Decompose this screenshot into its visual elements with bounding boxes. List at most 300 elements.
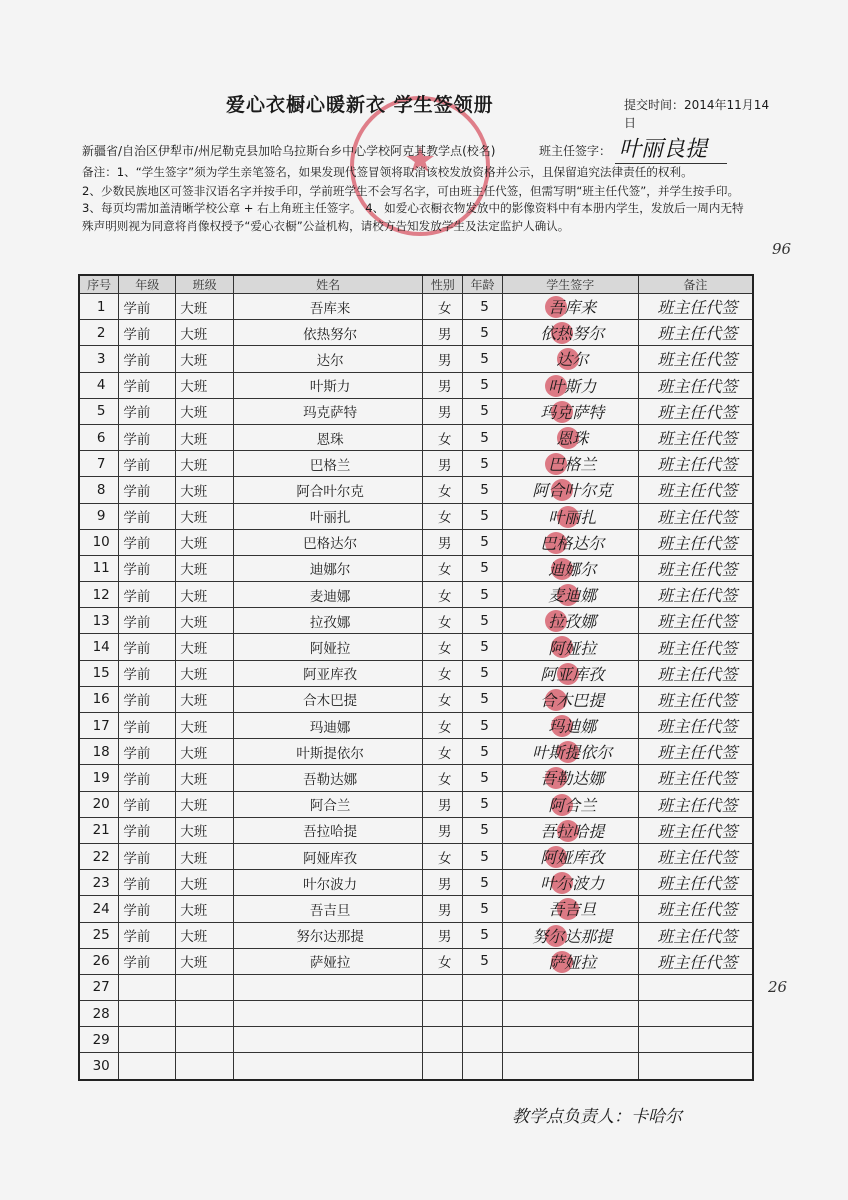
table-row [79, 791, 753, 817]
row-age: 5 [463, 529, 503, 555]
row-number: 7 [79, 451, 119, 477]
row-class: 大班 [176, 739, 234, 765]
table-row [79, 948, 753, 974]
row-grade: 学前 [119, 713, 176, 739]
row-class: 大班 [176, 870, 234, 896]
row-number: 23 [79, 870, 119, 896]
row-grade: 学前 [119, 660, 176, 686]
row-class: 大班 [176, 294, 234, 320]
table-row [79, 477, 753, 503]
row-remark: 班主任代签 [638, 686, 753, 712]
signature-text: 叶丽扎 [548, 507, 597, 527]
signature-text: 巴格兰 [548, 455, 597, 475]
row-class [176, 1053, 234, 1080]
row-age [463, 974, 503, 1000]
row-gender: 女 [423, 608, 463, 634]
row-student-signature [502, 1027, 638, 1053]
row-student-signature [502, 974, 638, 1000]
row-gender: 女 [423, 634, 463, 660]
row-grade: 学前 [119, 320, 176, 346]
table-row [79, 555, 753, 581]
row-student-signature [502, 791, 638, 817]
row-student-name: 吾库来 [234, 294, 423, 320]
row-remark: 班主任代签 [638, 424, 753, 450]
table-row [79, 529, 753, 555]
row-number: 19 [79, 765, 119, 791]
row-number: 27 [79, 974, 119, 1000]
row-gender: 男 [423, 398, 463, 424]
row-grade: 学前 [119, 634, 176, 660]
row-gender: 女 [423, 686, 463, 712]
row-student-name [234, 1053, 423, 1080]
table-header-row [79, 275, 753, 294]
row-number: 26 [79, 948, 119, 974]
row-grade: 学前 [119, 870, 176, 896]
row-student-name: 恩珠 [234, 424, 423, 450]
row-number: 21 [79, 817, 119, 843]
row-gender: 男 [423, 451, 463, 477]
row-grade: 学前 [119, 817, 176, 843]
row-age [463, 1001, 503, 1027]
row-remark [638, 974, 753, 1000]
signature-text: 迪娜尔 [548, 559, 597, 579]
row-remark: 班主任代签 [638, 660, 753, 686]
row-grade: 学前 [119, 608, 176, 634]
row-class [176, 974, 234, 1000]
row-class: 大班 [176, 791, 234, 817]
row-remark: 班主任代签 [638, 922, 753, 948]
row-number: 12 [79, 582, 119, 608]
table-row [79, 294, 753, 320]
row-gender: 男 [423, 896, 463, 922]
table-row [79, 660, 753, 686]
row-gender: 男 [423, 817, 463, 843]
row-age: 5 [463, 713, 503, 739]
row-grade: 学前 [119, 451, 176, 477]
row-remark: 班主任代签 [638, 372, 753, 398]
row-student-name [234, 1027, 423, 1053]
row-age: 5 [463, 817, 503, 843]
row-remark: 班主任代签 [638, 791, 753, 817]
row-number: 30 [79, 1053, 119, 1080]
row-remark: 班主任代签 [638, 765, 753, 791]
row-grade [119, 1053, 176, 1080]
table-row [79, 1001, 753, 1027]
row-grade: 学前 [119, 765, 176, 791]
row-student-name: 萨娅拉 [234, 948, 423, 974]
table-row [79, 582, 753, 608]
row-gender: 女 [423, 503, 463, 529]
row-student-name [234, 974, 423, 1000]
row-student-signature [502, 477, 638, 503]
row-gender: 女 [423, 843, 463, 869]
row-number: 3 [79, 346, 119, 372]
row-number: 10 [79, 529, 119, 555]
row-gender: 女 [423, 713, 463, 739]
row-grade: 学前 [119, 294, 176, 320]
row-remark: 班主任代签 [638, 555, 753, 581]
row-student-signature [502, 1001, 638, 1027]
row-class: 大班 [176, 503, 234, 529]
row-student-name: 合木巴提 [234, 686, 423, 712]
row-student-name: 叶丽扎 [234, 503, 423, 529]
col-header-name: 姓名 [234, 275, 423, 294]
row-number: 2 [79, 320, 119, 346]
table-row [79, 713, 753, 739]
row-age [463, 1027, 503, 1053]
row-class: 大班 [176, 634, 234, 660]
row-age: 5 [463, 660, 503, 686]
col-header-class: 班级 [176, 275, 234, 294]
row-student-name: 达尔 [234, 346, 423, 372]
row-class: 大班 [176, 922, 234, 948]
row-age: 5 [463, 372, 503, 398]
row-remark: 班主任代签 [638, 634, 753, 660]
row-number: 20 [79, 791, 119, 817]
margin-note-top: 96 [772, 240, 792, 258]
row-remark: 班主任代签 [638, 582, 753, 608]
row-remark: 班主任代签 [638, 608, 753, 634]
row-student-name: 巴格达尔 [234, 529, 423, 555]
row-grade [119, 1001, 176, 1027]
row-class: 大班 [176, 346, 234, 372]
row-remark: 班主任代签 [638, 294, 753, 320]
row-class: 大班 [176, 529, 234, 555]
row-student-name: 阿娅库孜 [234, 843, 423, 869]
row-class: 大班 [176, 424, 234, 450]
table-row [79, 739, 753, 765]
row-gender: 男 [423, 922, 463, 948]
row-student-name: 吾勒达娜 [234, 765, 423, 791]
row-age: 5 [463, 922, 503, 948]
row-student-signature [502, 817, 638, 843]
row-age: 5 [463, 451, 503, 477]
row-remark: 班主任代签 [638, 451, 753, 477]
table-row [79, 686, 753, 712]
row-class: 大班 [176, 320, 234, 346]
page-title: 爱心衣橱心暖新衣 学生签领册 [226, 94, 494, 116]
row-student-signature [502, 922, 638, 948]
row-number: 11 [79, 555, 119, 581]
row-student-name: 阿亚库孜 [234, 660, 423, 686]
row-student-name: 阿合兰 [234, 791, 423, 817]
row-student-name: 叶斯提依尔 [234, 739, 423, 765]
row-grade: 学前 [119, 582, 176, 608]
row-class: 大班 [176, 582, 234, 608]
row-student-name: 巴格兰 [234, 451, 423, 477]
col-header-gender: 性别 [423, 275, 463, 294]
row-remark: 班主任代签 [638, 503, 753, 529]
row-student-signature [502, 713, 638, 739]
signature-text: 叶斯力 [548, 376, 597, 396]
row-student-signature [502, 686, 638, 712]
row-number: 4 [79, 372, 119, 398]
row-class: 大班 [176, 608, 234, 634]
row-student-name: 玛克萨特 [234, 398, 423, 424]
row-number: 5 [79, 398, 119, 424]
table-row [79, 451, 753, 477]
row-number: 17 [79, 713, 119, 739]
row-class: 大班 [176, 555, 234, 581]
row-gender [423, 1001, 463, 1027]
signature-text: 吾库来 [548, 298, 597, 318]
table-row [79, 974, 753, 1000]
table-row [79, 1053, 753, 1080]
row-gender: 女 [423, 660, 463, 686]
row-grade: 学前 [119, 346, 176, 372]
row-student-signature [502, 555, 638, 581]
row-age: 5 [463, 503, 503, 529]
row-remark [638, 1053, 753, 1080]
row-remark: 班主任代签 [638, 346, 753, 372]
row-student-name: 依热努尔 [234, 320, 423, 346]
signature-text: 吾勒达娜 [540, 769, 605, 789]
row-age: 5 [463, 320, 503, 346]
signature-text: 吾吉旦 [548, 900, 597, 920]
responsible-signature: 教学点负责人：卡哈尔 [512, 1107, 682, 1127]
row-class: 大班 [176, 843, 234, 869]
row-remark: 班主任代签 [638, 896, 753, 922]
row-age: 5 [463, 843, 503, 869]
row-age: 5 [463, 346, 503, 372]
table-row [79, 922, 753, 948]
table-row [79, 843, 753, 869]
row-student-signature [502, 582, 638, 608]
row-number: 9 [79, 503, 119, 529]
row-grade: 学前 [119, 948, 176, 974]
row-student-name: 叶尔波力 [234, 870, 423, 896]
row-gender: 女 [423, 555, 463, 581]
row-student-signature [502, 870, 638, 896]
table-row [79, 870, 753, 896]
row-number: 29 [79, 1027, 119, 1053]
signature-text: 玛克萨特 [540, 402, 605, 422]
row-grade: 学前 [119, 555, 176, 581]
table-row [79, 896, 753, 922]
row-student-signature [502, 503, 638, 529]
signature-text: 阿娅库孜 [540, 848, 605, 868]
col-header-num: 序号 [79, 275, 119, 294]
signature-text: 巴格达尔 [540, 533, 605, 553]
teacher-sign-label: 班主任签字： [539, 144, 612, 158]
row-student-signature [502, 634, 638, 660]
row-grade: 学前 [119, 686, 176, 712]
signature-text: 阿合叶尔克 [532, 481, 613, 501]
row-remark: 班主任代签 [638, 948, 753, 974]
row-student-signature [502, 896, 638, 922]
row-remark: 班主任代签 [638, 398, 753, 424]
row-class: 大班 [176, 713, 234, 739]
row-number: 16 [79, 686, 119, 712]
row-number: 14 [79, 634, 119, 660]
row-class: 大班 [176, 765, 234, 791]
margin-note-bottom: 26 [768, 978, 788, 996]
row-remark: 班主任代签 [638, 739, 753, 765]
table-row [79, 320, 753, 346]
table-row [79, 372, 753, 398]
signature-text: 合木巴提 [540, 690, 605, 710]
row-gender: 男 [423, 320, 463, 346]
row-student-name: 吾吉旦 [234, 896, 423, 922]
row-age: 5 [463, 870, 503, 896]
row-student-signature [502, 1053, 638, 1080]
row-age: 5 [463, 294, 503, 320]
row-student-signature [502, 424, 638, 450]
row-grade [119, 1027, 176, 1053]
table-row [79, 503, 753, 529]
row-student-signature [502, 294, 638, 320]
table-row [79, 817, 753, 843]
row-student-signature [502, 765, 638, 791]
row-gender: 男 [423, 529, 463, 555]
row-student-name: 阿合叶尔克 [234, 477, 423, 503]
row-age: 5 [463, 896, 503, 922]
row-student-signature [502, 529, 638, 555]
row-class: 大班 [176, 398, 234, 424]
note-paragraph: 备注：1、“学生签字”须为学生亲笔签名，如果发现代签冒领将取消该校发放资格并公示，且保留追究法律责任的权利。 [82, 165, 693, 179]
row-remark [638, 1001, 753, 1027]
row-student-signature [502, 608, 638, 634]
signature-text: 叶尔波力 [540, 874, 605, 894]
table-row [79, 424, 753, 450]
signature-text: 叶斯提依尔 [532, 743, 613, 763]
row-number: 18 [79, 739, 119, 765]
row-age: 5 [463, 791, 503, 817]
row-gender: 男 [423, 346, 463, 372]
table-row [79, 346, 753, 372]
signature-text: 达尔 [556, 350, 589, 370]
signature-text: 阿合兰 [548, 795, 597, 815]
row-number: 24 [79, 896, 119, 922]
row-age: 5 [463, 608, 503, 634]
row-remark: 班主任代签 [638, 320, 753, 346]
submit-time: 提交时间：2014年11月14日 [624, 98, 770, 130]
col-header-age: 年龄 [463, 275, 503, 294]
row-grade: 学前 [119, 922, 176, 948]
row-class: 大班 [176, 477, 234, 503]
row-student-name: 玛迪娜 [234, 713, 423, 739]
table-row [79, 398, 753, 424]
signature-text: 努尔达那提 [532, 926, 613, 946]
row-student-name: 麦迪娜 [234, 582, 423, 608]
row-student-name: 拉孜娜 [234, 608, 423, 634]
signature-text: 吾拉哈提 [540, 821, 605, 841]
row-class: 大班 [176, 451, 234, 477]
row-grade: 学前 [119, 503, 176, 529]
row-age: 5 [463, 739, 503, 765]
row-number: 28 [79, 1001, 119, 1027]
col-header-signature: 学生签字 [502, 275, 638, 294]
row-gender: 女 [423, 294, 463, 320]
row-grade: 学前 [119, 739, 176, 765]
row-student-signature [502, 346, 638, 372]
row-grade: 学前 [119, 529, 176, 555]
row-remark [638, 1027, 753, 1053]
row-student-signature [502, 739, 638, 765]
row-gender: 男 [423, 791, 463, 817]
row-number: 1 [79, 294, 119, 320]
row-gender: 女 [423, 424, 463, 450]
table-row [79, 634, 753, 660]
row-student-signature [502, 948, 638, 974]
row-gender: 女 [423, 948, 463, 974]
row-student-name: 努尔达那提 [234, 922, 423, 948]
col-header-grade: 年级 [119, 275, 176, 294]
row-class [176, 1001, 234, 1027]
row-gender: 男 [423, 372, 463, 398]
row-student-signature [502, 372, 638, 398]
row-student-signature [502, 320, 638, 346]
col-header-remark: 备注 [638, 275, 753, 294]
row-grade: 学前 [119, 791, 176, 817]
row-class: 大班 [176, 660, 234, 686]
signature-text: 麦迪娜 [548, 586, 597, 606]
row-gender: 女 [423, 765, 463, 791]
row-grade: 学前 [119, 843, 176, 869]
signature-text: 阿亚库孜 [540, 664, 605, 684]
row-remark: 班主任代签 [638, 843, 753, 869]
row-class: 大班 [176, 948, 234, 974]
row-remark: 班主任代签 [638, 870, 753, 896]
row-student-signature [502, 451, 638, 477]
row-grade: 学前 [119, 896, 176, 922]
teacher-signature: 叶丽良提 [615, 132, 727, 164]
row-gender: 女 [423, 582, 463, 608]
row-gender [423, 974, 463, 1000]
row-class: 大班 [176, 896, 234, 922]
signature-text: 阿娅拉 [548, 638, 597, 658]
row-age: 5 [463, 477, 503, 503]
row-age: 5 [463, 765, 503, 791]
school-name: 新疆省/自治区伊犁市/州尼勒克县加哈乌拉斯台乡中心学校阿克其教学点(校名) [82, 144, 496, 158]
row-grade [119, 974, 176, 1000]
row-age: 5 [463, 582, 503, 608]
signature-text: 依热努尔 [540, 324, 605, 344]
row-remark: 班主任代签 [638, 529, 753, 555]
signature-text: 萨娅拉 [548, 952, 597, 972]
row-remark: 班主任代签 [638, 817, 753, 843]
table-row [79, 765, 753, 791]
row-grade: 学前 [119, 372, 176, 398]
row-gender: 女 [423, 477, 463, 503]
note-paragraph: 2、少数民族地区可签非汉语名字并按手印，学前班学生不会写名字，可由班主任代签，但需写明“班主任代签”，并学生按手印。 3、每页均需加盖清晰学校公章 + 右上角班主任签字。 4、如爱心衣橱衣物发放中的影像资料中有本册内学生，发放后一周内无特殊声明则视为同意将肖像权授予“爱心衣橱”公益机构，请校方告知发放学生及法定监护人确认。 [82, 183, 744, 233]
row-age: 5 [463, 948, 503, 974]
row-gender [423, 1053, 463, 1080]
table-row [79, 608, 753, 634]
row-student-name: 迪娜尔 [234, 555, 423, 581]
row-class: 大班 [176, 817, 234, 843]
roster-body [79, 294, 753, 1080]
row-number: 15 [79, 660, 119, 686]
row-number: 22 [79, 843, 119, 869]
row-remark: 班主任代签 [638, 477, 753, 503]
row-age: 5 [463, 686, 503, 712]
row-age: 5 [463, 398, 503, 424]
row-age [463, 1053, 503, 1080]
row-class: 大班 [176, 686, 234, 712]
table-row [79, 1027, 753, 1053]
row-gender: 女 [423, 739, 463, 765]
row-student-name: 阿娅拉 [234, 634, 423, 660]
notes-block [82, 164, 754, 236]
row-gender [423, 1027, 463, 1053]
signature-text: 恩珠 [556, 429, 589, 449]
row-student-name [234, 1001, 423, 1027]
row-age: 5 [463, 555, 503, 581]
row-student-name: 吾拉哈提 [234, 817, 423, 843]
row-class [176, 1027, 234, 1053]
row-student-signature [502, 660, 638, 686]
